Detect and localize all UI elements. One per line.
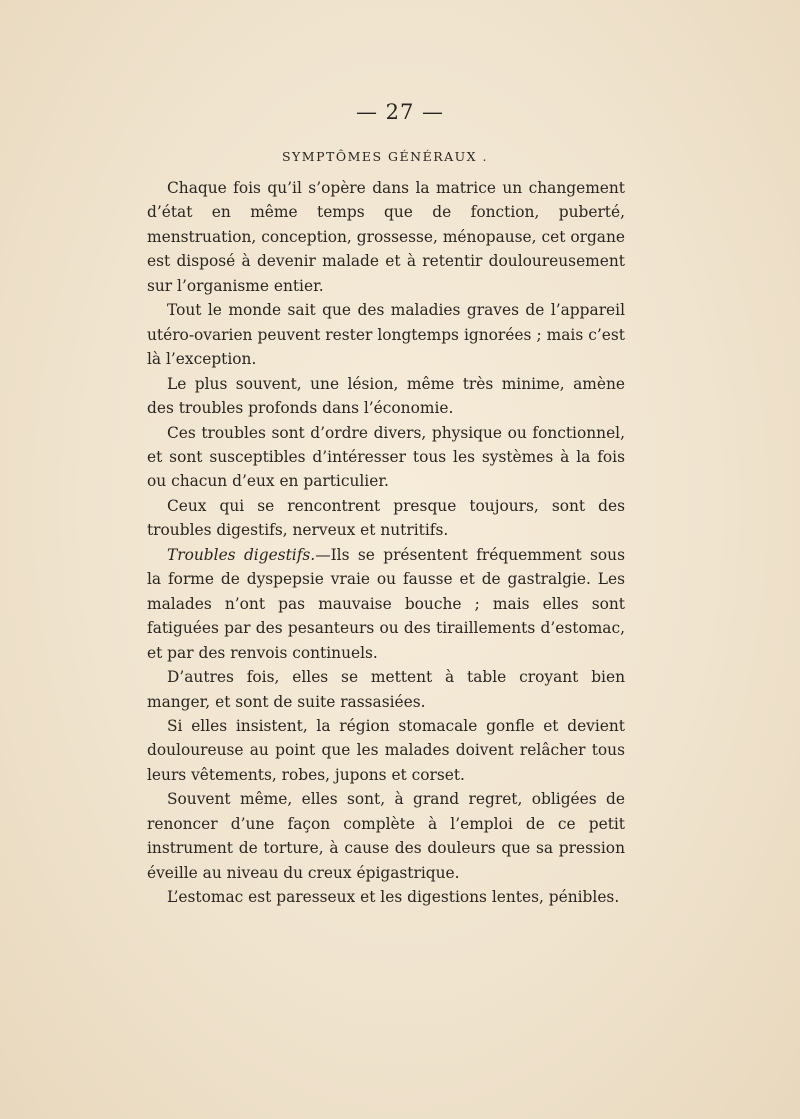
body-text [147, 176, 625, 910]
subsection-heading: Troubles digestifs. [167, 545, 316, 564]
paragraph-digestive [147, 543, 625, 665]
subsection-text: —Ils se présentent fréquemment sous la forme de dyspepsie vraie ou fausse et de gastralgie. Les malades n’ont pas mauvaise bouche ; mais elles sont fatiguées par des pesanteurs ou des tiraillements d’estomac, et par des renvois continuels. [147, 545, 625, 662]
paragraph: D’autres fois, elles se mettent à table croyant bien manger, et sont de suite rassasiées. [147, 668, 625, 711]
paragraph: Si elles insistent, la région stomacale gonfle et devient douloureuse au point que les malades doivent relâcher tous leurs vêtements, robes, jupons et corset. [147, 716, 625, 784]
paragraph: L’estomac est paresseux et les digestions lentes, pénibles. [167, 888, 620, 907]
paragraph: Souvent même, elles sont, à grand regret, obligées de renoncer d’une façon complète à l’emploi de ce petit instrument de torture, à cause des douleurs que sa pression éveille au niveau du creux épigastrique. [147, 790, 625, 882]
page-number: — 27 — [355, 100, 445, 124]
paragraph: Le plus souvent, une lésion, même très minime, amène des troubles profonds dans l’économie. [147, 374, 625, 418]
paragraph: Ces troubles sont d’ordre divers, physique ou fonctionnel, et sont susceptibles d’intéresser tous les systèmes à la fois ou chacun d’eux en particulier. [147, 423, 625, 491]
paragraph: Tout le monde sait que des maladies graves de l’appareil utéro-ovarien peuvent rester longtemps ignorées ; mais c’est là l’exception. [147, 301, 625, 369]
paragraph: Chaque fois qu’il s’opère dans la matrice un changement d’état en même temps que de fonction, puberté, menstruation, conception, grossesse, ménopause, cet organe est disposé à devenir malade et à retentir douloureusement sur l’organisme entier. [147, 179, 625, 295]
paragraph: Ceux qui se rencontrent presque toujours, sont des troubles digestifs, nerveux et nutritifs. [147, 496, 625, 540]
section-title: SYMPTÔMES GÉNÉRAUX . [281, 149, 489, 164]
